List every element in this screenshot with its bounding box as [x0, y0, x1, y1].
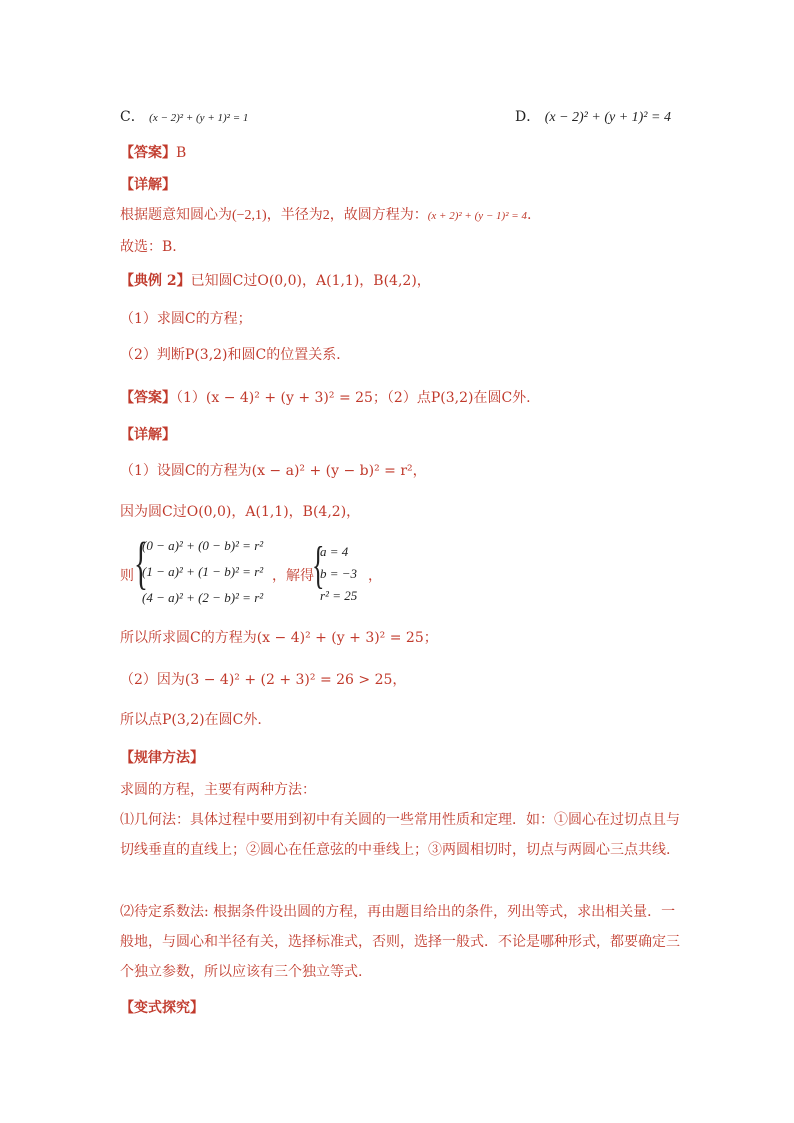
detail-text-c: ，故圆方程为： [329, 207, 428, 223]
solution-step-5: 所以点P(3,2)在圆C外. [120, 712, 262, 728]
variant-tag-text: 【变式探究】 [120, 1000, 204, 1016]
result-3: r² = 25 [320, 588, 358, 603]
method-tag-text: 【规律方法】 [120, 750, 204, 766]
question-2: （2）判断P(3,2)和圆C的位置关系． [120, 347, 351, 363]
example-2 [120, 271, 431, 291]
answer-2-tag: 【答案】 [120, 390, 176, 406]
method-tag [120, 748, 204, 768]
system-prefix: 则 [120, 568, 134, 584]
detail-2-tag [120, 425, 176, 445]
choice-c-equation: (x − 2)² + (y + 1)² = 1 [149, 112, 249, 124]
system-end: ， [368, 568, 382, 584]
solution-step-1: （1）设圆C的方程为(x − a)² + (y − b)² = r²， [120, 463, 427, 479]
system-left-brace: { [134, 530, 148, 595]
method-undetermined-coefficients: ⑵待定系数法: 根据条件设出圆的方程，再由题目给出的条件，列出等式，求出相关量．一般地，与圆心和半径有关，选择标准式，否则，选择一般式．不论是哪种形式，都要确定三个独立参数，所以应该有三个独立等式. [120, 904, 680, 980]
system-eq-1: (0 − a)² + (0 − b)² = r² [142, 538, 264, 553]
answer-2-text: （1）(x − 4)² + (y + 3)² = 25；（2）点P(3,2)在圆C外. [176, 390, 531, 406]
system-eq-3: (4 − a)² + (2 − b)² = r² [142, 590, 264, 605]
system-eq-2: (1 − a)² + (1 − b)² = r² [142, 564, 264, 579]
detail-text-a: 根据题意知圆心为 [120, 207, 232, 223]
variant-tag [120, 998, 204, 1018]
detail-text-b: ，半径为 [266, 207, 323, 223]
choice-d-label: D． [515, 109, 541, 125]
answer-value: B [176, 145, 187, 161]
detail-tag: 【详解】 [120, 177, 176, 193]
method-intro: 求圆的方程，主要有两种方法： [120, 782, 316, 798]
result-2: b = −3 [320, 566, 358, 581]
choice-row [120, 107, 671, 128]
detail-1-tag [120, 175, 176, 195]
choice-d-equation: (x − 2)² + (y + 1)² = 4 [544, 110, 671, 125]
method-geometry: ⑴几何法：具体过程中要用到初中有关圆的一些常用性质和定理．如：①圆心在过切点且与切线垂直的直线上；②圆心在任意弦的中垂线上；③两圆相切时，切点与两圆心三点共线. [120, 812, 680, 858]
choose-line: 故选：B. [120, 239, 177, 255]
detail-2-tag-text: 【详解】 [120, 427, 176, 443]
detail-1-text [120, 205, 531, 226]
result-left-brace: { [312, 537, 325, 594]
example-tag: 【典例 2】 [120, 273, 191, 289]
answer-2 [120, 388, 531, 408]
solution-step-4: （2）因为(3 − 4)² + (2 + 3)² = 26 > 25， [120, 672, 407, 688]
result-1: a = 4 [320, 544, 349, 559]
system-mid: ，解得 [272, 568, 314, 584]
circle-equation: (x + 2)² + (y − 1)² = 4 [427, 210, 527, 222]
example-text: 已知圆C过O(0,0)，A(1,1)，B(4,2)， [190, 273, 431, 289]
choice-c-label: C． [120, 109, 145, 125]
answer-tag: 【答案】 [120, 145, 176, 161]
answer-1 [120, 143, 186, 163]
solution-step-2: 因为圆C过O(0,0)，A(1,1)，B(4,2)， [120, 504, 361, 520]
detail-text-d: . [526, 207, 532, 223]
solution-step-3: 所以所求圆C的方程为(x − 4)² + (y + 3)² = 25； [120, 630, 438, 646]
radius-value: 2 [322, 208, 330, 223]
question-1: （1）求圆C的方程； [120, 311, 252, 327]
center-value: (−2,1) [232, 208, 267, 223]
